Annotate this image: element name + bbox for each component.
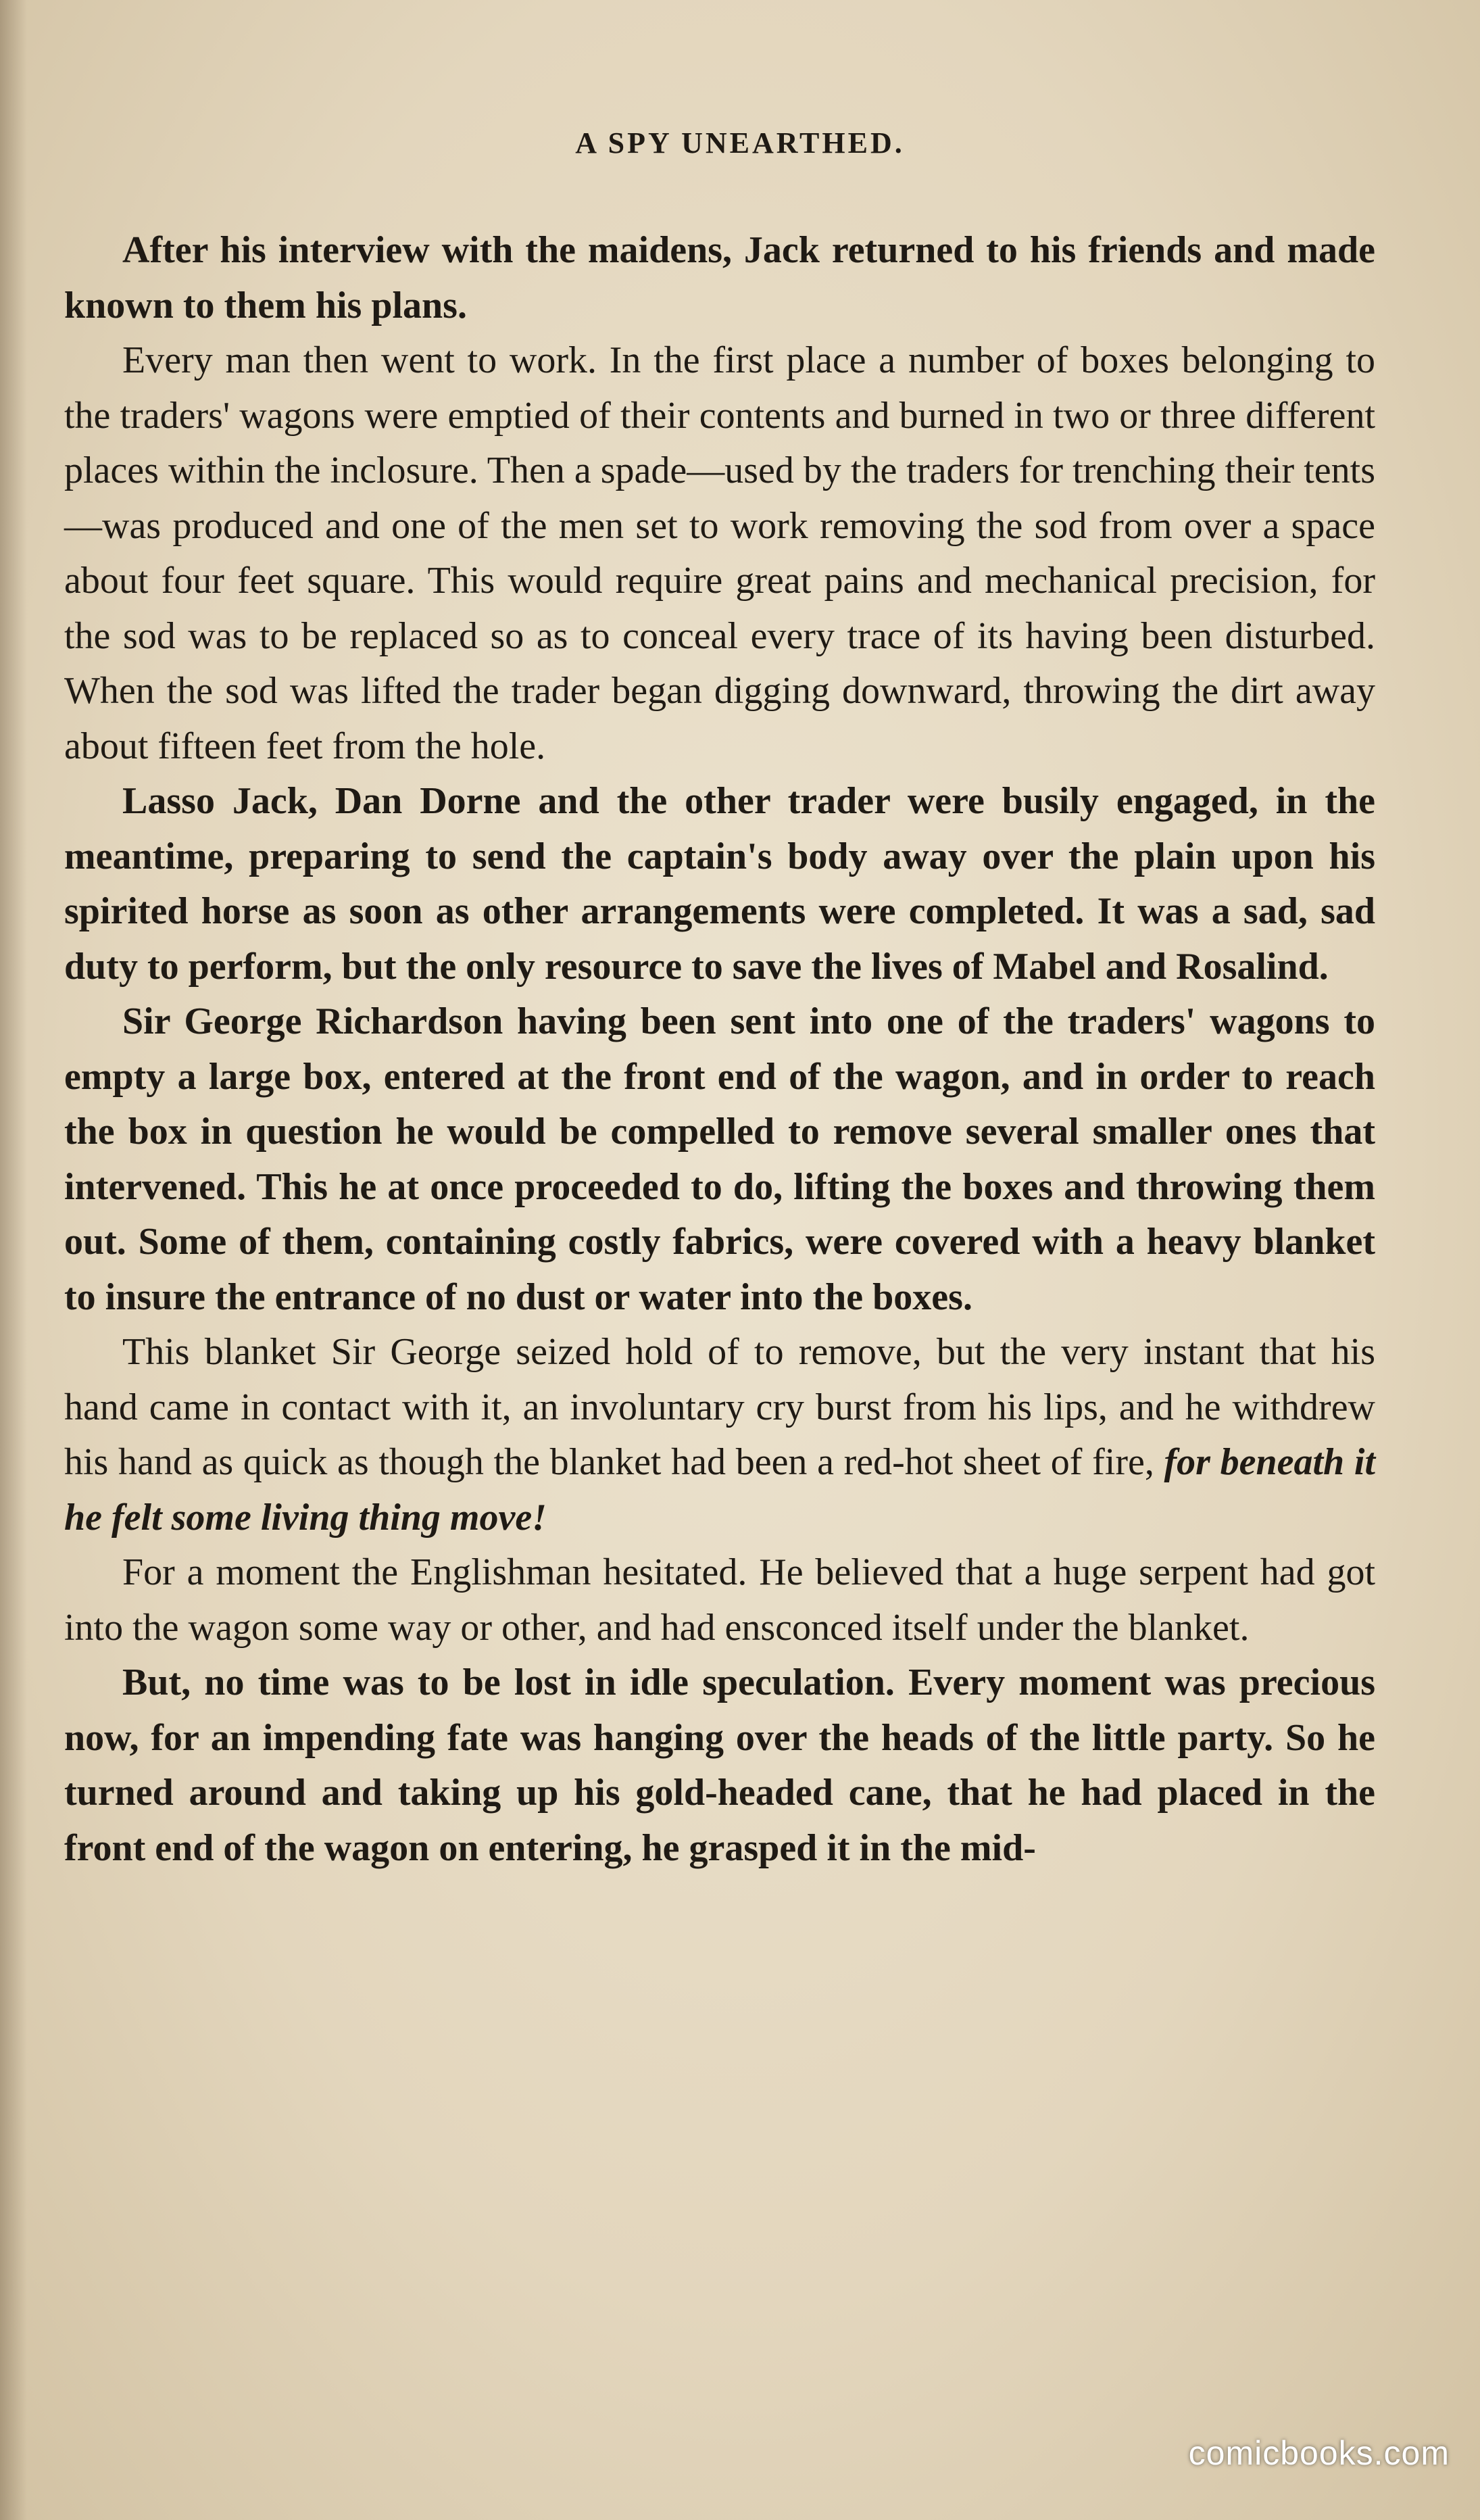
paragraph-5 [64, 1325, 1375, 1545]
paragraph-6: For a moment the Englishman hesitated. He believed that a huge serpent had got into the wagon some way or other, and had ensconced itself under the blanket. [64, 1551, 1375, 1649]
paragraph-4: Sir George Richardson having been sent into one of the traders' wagons to empty a large box, entered at the front end of the wagon, and in order to reach the box in question he would be compelled to remove several smaller ones that intervened. This he at once proceeded to do, lifting the boxes and throwing them out. Some of them, containing costly fabrics, were covered with a heavy blanket to insure the entrance of no dust or water into the boxes. [64, 1000, 1375, 1318]
running-header: A SPY UNEARTHED. [575, 126, 905, 160]
paragraph-1: After his interview with the maidens, Jack returned to his friends and made known to them his plans. [64, 229, 1375, 326]
paragraph-2: Every man then went to work. In the first place a number of boxes belonging to the traders' wagons were emptied of their contents and burned in two or three different places within the inclosure. Then a spade—used by the traders for trenching their tents—was produced and one of the men set to work removing the sod from over a space about four feet square. This would require great pains and mechanical precision, for the sod was to be replaced so as to conceal every trace of its having been disturbed. When the sod was lifted the trader began digging downward, throwing the dirt away about fifteen feet from the hole. [64, 339, 1375, 767]
paragraph-5-text: This blanket Sir George seized hold of to remove, but the very instant that his hand came in contact with it, an involuntary cry burst from his lips, and he withdrew his hand as quick as though the blanket had been a red-hot sheet of fire, [64, 1331, 1375, 1483]
paragraph-5-italic: for beneath it he felt some living thing move! [64, 1441, 1375, 1538]
body-text [64, 223, 1375, 1876]
paragraph-3: Lasso Jack, Dan Dorne and the other trader were busily engaged, in the meantime, preparing to send the captain's body away over the plain upon his spirited horse as soon as other arrangements were completed. It was a sad, sad duty to perform, but the only resource to save the lives of Mabel and Rosalind. [64, 780, 1375, 988]
page-gutter-shadow [0, 0, 27, 2520]
paragraph-7: But, no time was to be lost in idle speculation. Every moment was precious now, for an impending fate was hanging over the heads of the little party. So he turned around and taking up his gold-headed cane, that he had placed in the front end of the wagon on entering, he grasped it in the mid- [64, 1662, 1375, 1869]
watermark: comicbooks.com [1188, 2434, 1450, 2472]
